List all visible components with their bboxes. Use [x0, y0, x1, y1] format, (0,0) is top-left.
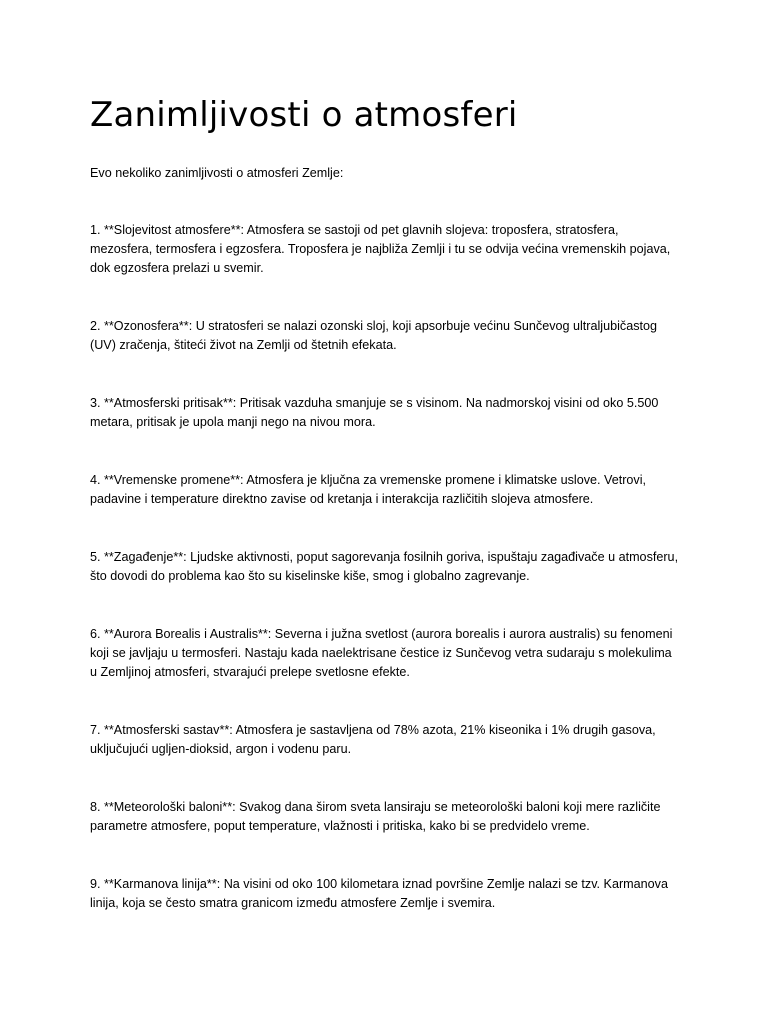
intro-paragraph: Evo nekoliko zanimljivosti o atmosferi Zemlje:: [90, 166, 344, 180]
fact-item: 5. **Zagađenje**: Ljudske aktivnosti, poput sagorevanja fosilnih goriva, ispuštaju zagađivače u atmosferu, što dovodi do problema kao što su kiselinske kiše, smog i globalno zagrevanje.: [90, 549, 679, 584]
fact-item: 3. **Atmosferski pritisak**: Pritisak vazduha smanjuje se s visinom. Na nadmorskoj visini od oko 5.500 metara, pritisak je upola manji nego na nivou mora.: [90, 396, 659, 430]
fact-item: 6. **Aurora Borealis i Australis**: Severna i južna svetlost (aurora borealis i aurora australis) su fenomeni koji se javljaju u termosferi. Nastaju kada naelektrisane čestice iz Sunčevog vetra sudaraju s molekulima u Zemljinoj atmosferi, stvarajući prelepe svetlosne efekte.: [90, 626, 673, 680]
document-title: Zanimljivosti o atmosferi: [90, 95, 518, 135]
fact-item: 4. **Vremenske promene**: Atmosfera je ključna za vremenske promene i klimatske uslove. Vetrovi, padavine i temperature direktno zavise od kretanja i interakcija različitih slojeva atmosfere.: [90, 472, 647, 507]
fact-item: 2. **Ozonosfera**: U stratosferi se nalazi ozonski sloj, koji apsorbuje većinu Sunčevog ultraljubičastog (UV) zračenja, štiteći život na Zemlji od štetnih efekata.: [90, 319, 658, 353]
fact-item: 7. **Atmosferski sastav**: Atmosfera je sastavljena od 78% azota, 21% kiseonika i 1% drugih gasova, uključujući ugljen-dioksid, argon i vodenu paru.: [90, 722, 656, 757]
fact-item: 1. **Slojevitost atmosfere**: Atmosfera se sastoji od pet glavnih slojeva: troposfera, stratosfera, mezosfera, termosfera i egzosfera. Troposfera je najbliža Zemlji i tu se odvija većina vremenskih pojava, dok egzosfera prelazi u svemir.: [90, 223, 671, 276]
fact-item: 9. **Karmanova linija**: Na visini od oko 100 kilometara iznad površine Zemlje nalazi se tzv. Karmanova linija, koja se često smatra granicom između atmosfere Zemlje i svemira.: [90, 876, 668, 910]
fact-item: 8. **Meteorološki baloni**: Svakog dana širom sveta lansiraju se meteorološki baloni koji mere različite parametre atmosfere, poput temperature, vlažnosti i pritiska, kako bi se predvidelo vreme.: [90, 799, 661, 833]
facts-list: [90, 221, 680, 913]
